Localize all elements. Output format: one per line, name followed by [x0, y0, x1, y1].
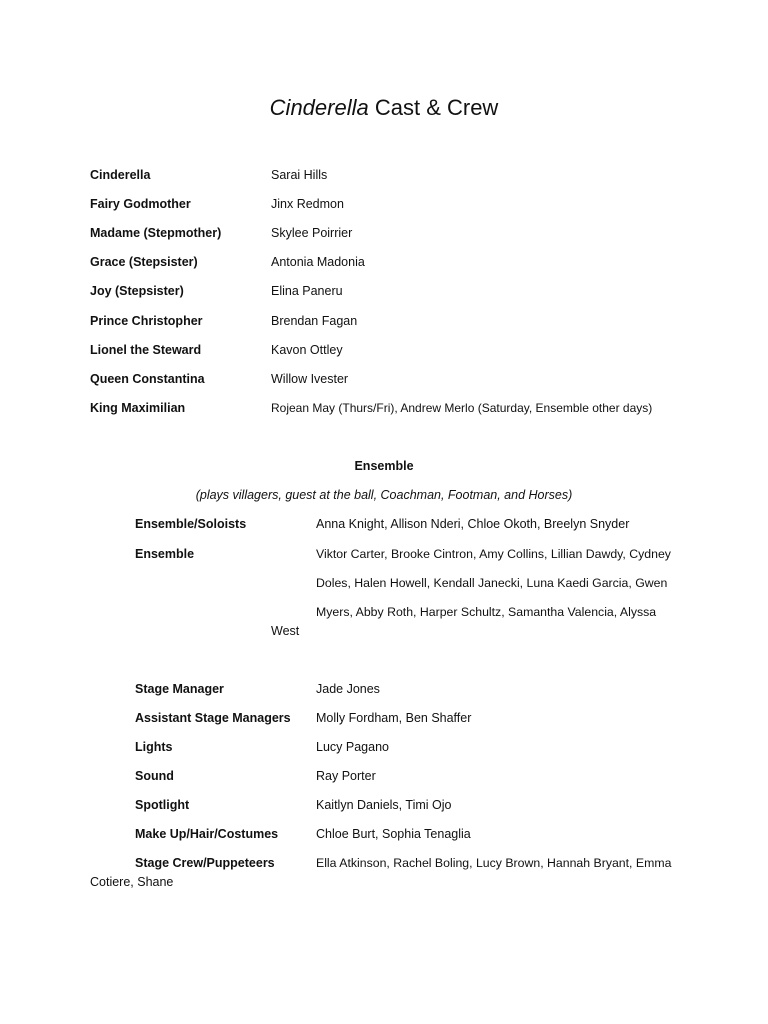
cast-actor: Willow Ivester: [271, 372, 349, 386]
crew-names-wrap: Cotiere, Shane: [90, 875, 174, 889]
cast-actor: Kavon Ottley: [271, 343, 343, 357]
cast-role: Fairy Godmother: [90, 197, 191, 211]
cast-role: Joy (Stepsister): [90, 284, 184, 298]
ensemble-names-line: Myers, Abby Roth, Harper Schultz, Samantha Valencia, Alyssa: [316, 605, 657, 619]
cast-role: King Maximilian: [90, 401, 186, 415]
ensemble-subheading: (plays villagers, guest at the ball, Coachman, Footman, and Horses): [195, 488, 573, 502]
crew-names: Lucy Pagano: [316, 740, 389, 754]
ensemble-soloists-names: Anna Knight, Allison Nderi, Chloe Okoth, Breelyn Snyder: [316, 517, 630, 531]
cast-actor: Jinx Redmon: [271, 197, 344, 211]
ensemble-heading: Ensemble: [354, 459, 414, 473]
crew-role: Stage Crew/Puppeteers: [135, 856, 275, 870]
crew-role: Sound: [135, 769, 174, 783]
crew-names: Kaitlyn Daniels, Timi Ojo: [316, 798, 452, 812]
crew-names: Ella Atkinson, Rachel Boling, Lucy Brown, Hannah Bryant, Emma: [316, 856, 672, 870]
crew-names: Ray Porter: [316, 769, 376, 783]
cast-actor: Skylee Poirrier: [271, 226, 353, 240]
crew-role: Make Up/Hair/Costumes: [135, 827, 279, 841]
cast-role: Grace (Stepsister): [90, 255, 198, 269]
ensemble-names-line: West: [271, 624, 300, 638]
cast-actor: Sarai Hills: [271, 168, 328, 182]
title-rest: Cast & Crew: [368, 95, 499, 120]
crew-names: Chloe Burt, Sophia Tenaglia: [316, 827, 471, 841]
cast-actor: Rojean May (Thurs/Fri), Andrew Merlo (Saturday, Ensemble other days): [271, 401, 653, 415]
cast-actor: Antonia Madonia: [271, 255, 365, 269]
cast-role: Cinderella: [90, 168, 151, 182]
cast-actor: Brendan Fagan: [271, 314, 358, 328]
ensemble-soloists-label: Ensemble/Soloists: [135, 517, 247, 531]
ensemble-names-line: Viktor Carter, Brooke Cintron, Amy Collins, Lillian Dawdy, Cydney: [316, 547, 671, 561]
crew-names: Molly Fordham, Ben Shaffer: [316, 711, 472, 725]
cast-role: Queen Constantina: [90, 372, 205, 386]
crew-role: Spotlight: [135, 798, 190, 812]
crew-role: Lights: [135, 740, 173, 754]
ensemble-names-line: Doles, Halen Howell, Kendall Janecki, Luna Kaedi Garcia, Gwen: [316, 576, 668, 590]
title-show-name: Cinderella: [269, 95, 369, 120]
crew-names: Jade Jones: [316, 682, 380, 696]
cast-role: Prince Christopher: [90, 314, 203, 328]
page-title: [0, 95, 768, 121]
cast-role: Madame (Stepmother): [90, 226, 222, 240]
ensemble-label: Ensemble: [135, 547, 195, 561]
cast-actor: Elina Paneru: [271, 284, 343, 298]
crew-role: Stage Manager: [135, 682, 224, 696]
cast-role: Lionel the Steward: [90, 343, 202, 357]
crew-role: Assistant Stage Managers: [135, 711, 291, 725]
